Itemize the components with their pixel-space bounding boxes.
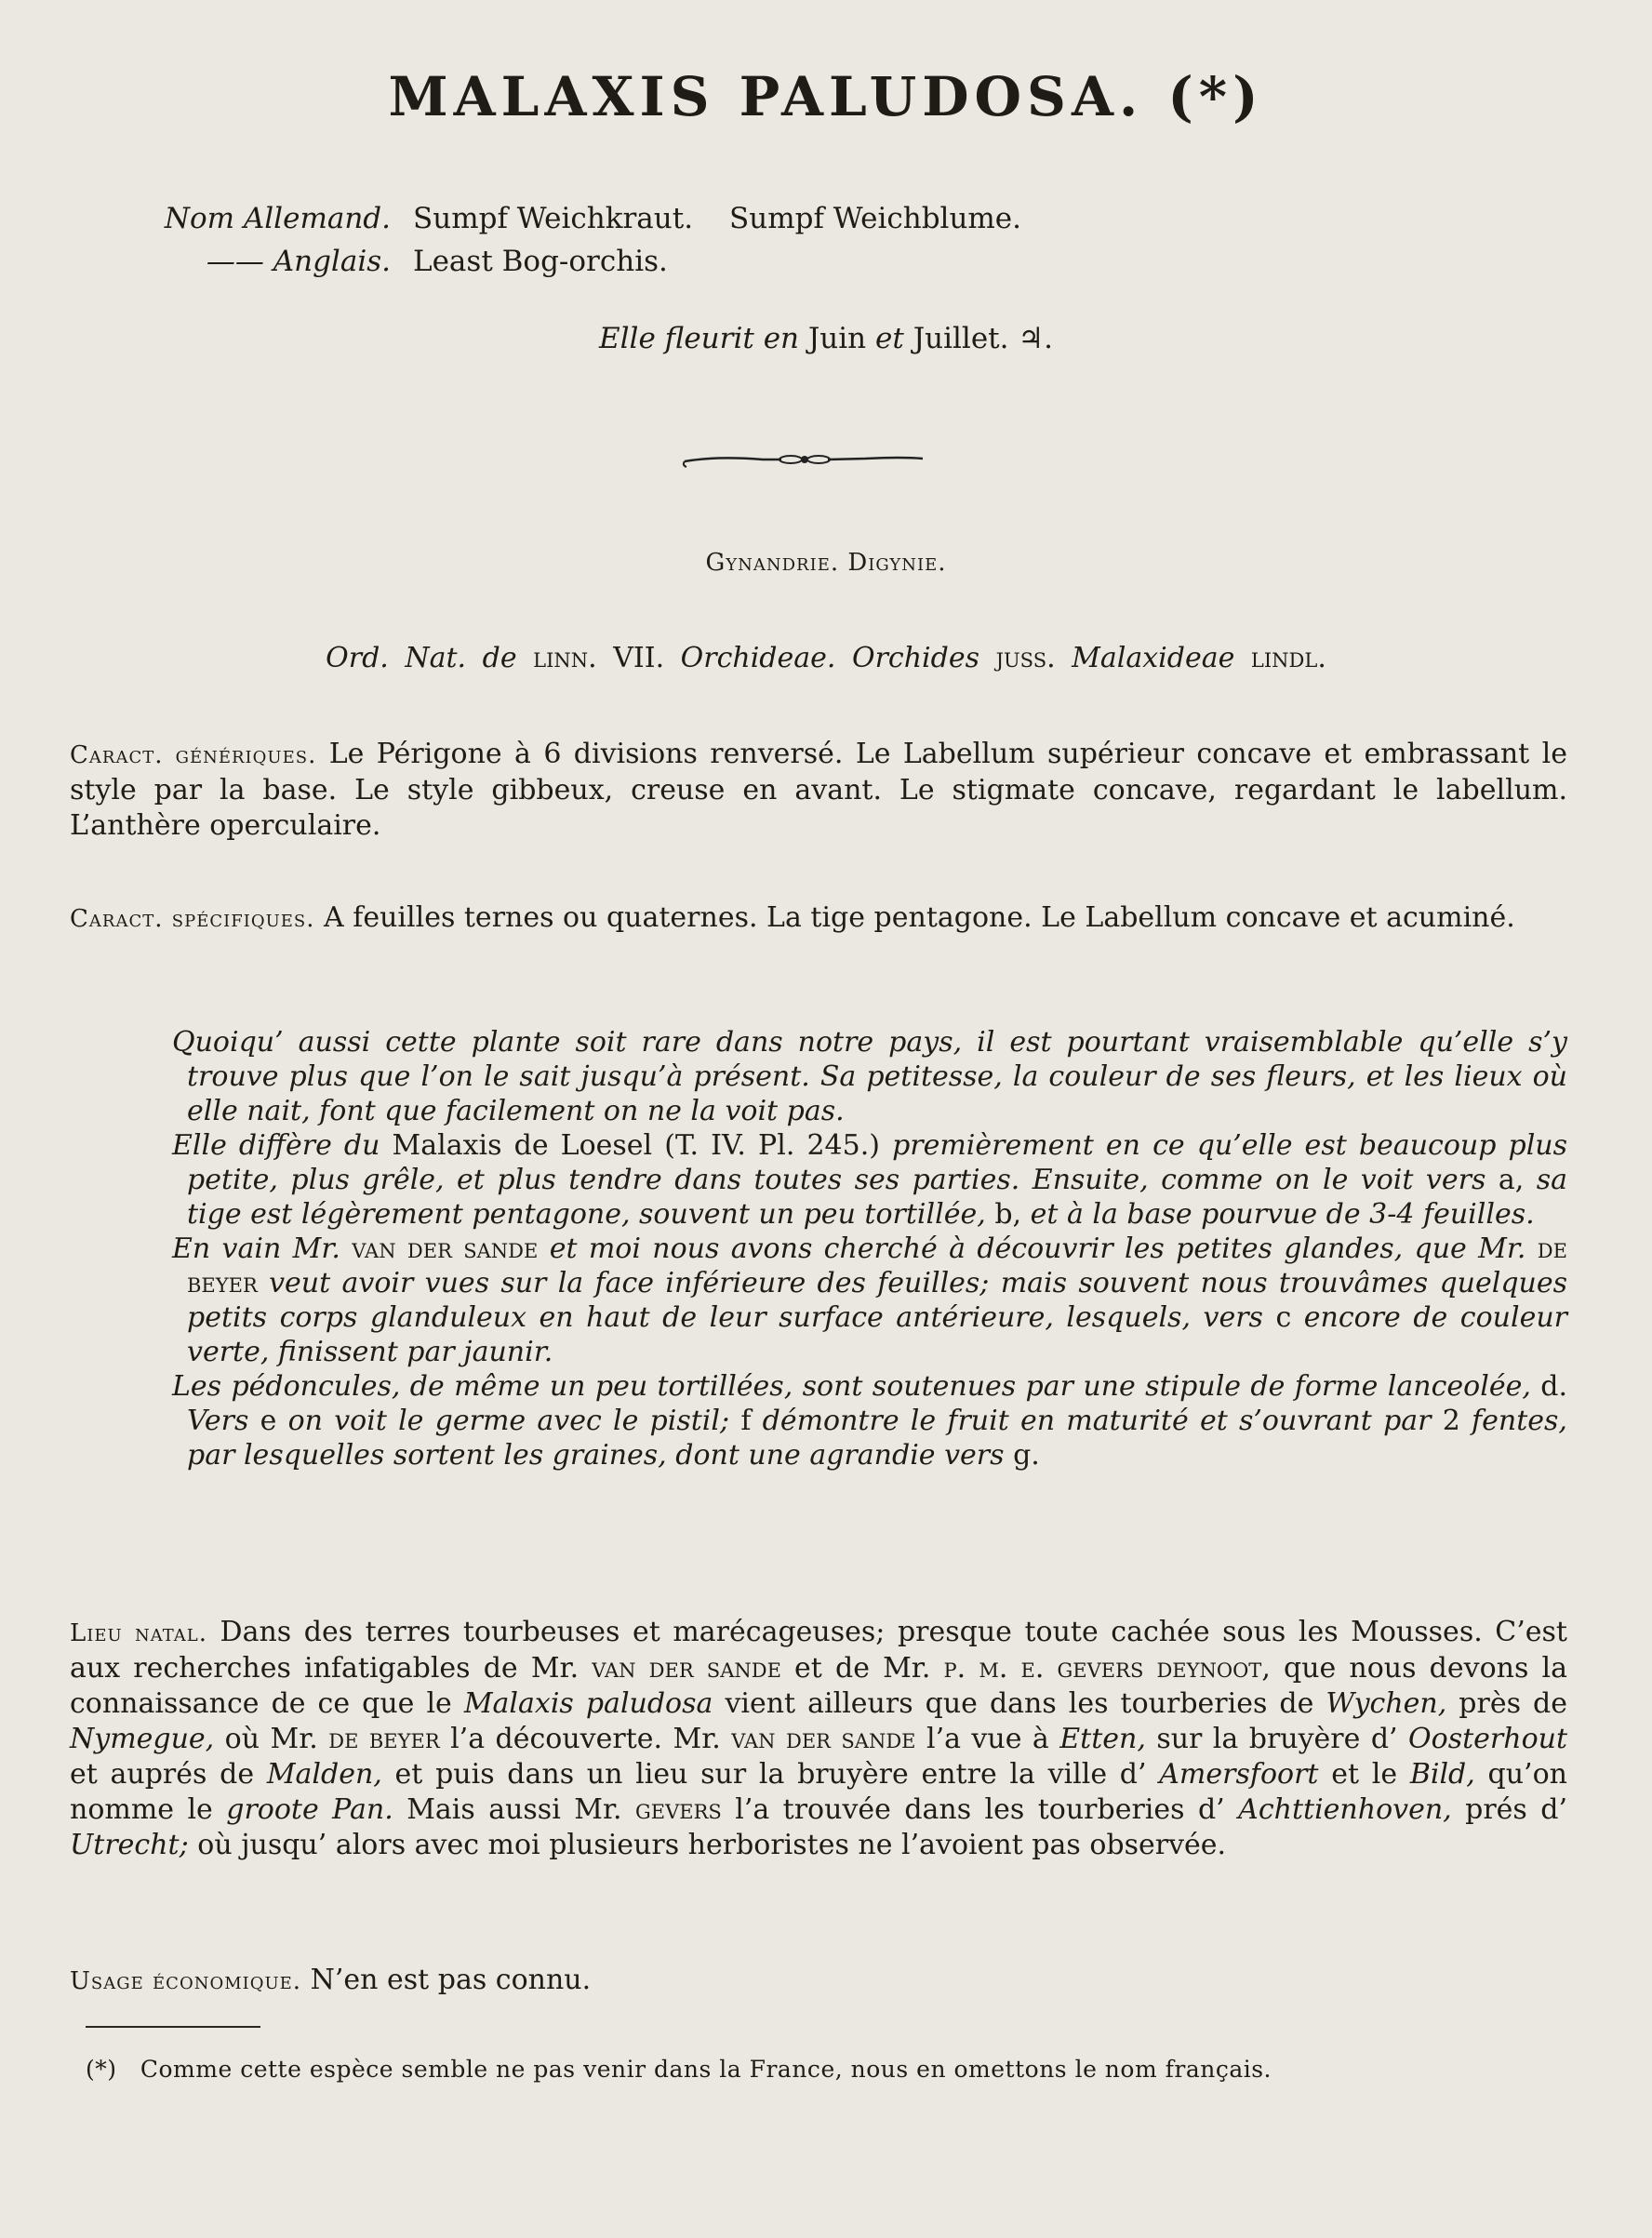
habitat-text: prés d’ [1465,1793,1567,1826]
figure-letter: f [740,1405,752,1437]
person-name: van der sande [731,1723,916,1755]
order-text: VII. [613,642,665,674]
person-name: gevers [634,1793,722,1826]
footnote [86,2056,1272,2083]
habitat-text: et auprés de [70,1758,255,1791]
description-paragraph [172,1128,1567,1232]
desc-text: on voit le germe avec le pistil; [287,1405,730,1437]
figure-letter: d. [1540,1370,1567,1403]
figure-letter: a, [1498,1164,1525,1196]
desc-text: fentes, par lesquelles sortent les graines, dont une agrandie vers [187,1405,1567,1472]
place-name: groote Pan. [226,1793,393,1826]
section-heading: Usage économique. [70,1967,302,1995]
habitat-text: Dans des terres tourbeuses et marécageuses; presque toute cachée sous les Mousses. C’est aux recherches infatigables de Mr. [70,1616,1567,1685]
section-heading: Caract. génériques. [70,741,317,769]
name-value: Least Bog-orchis. [413,245,668,278]
desc-text: démontre le fruit en maturité et s’ouvrant par [762,1405,1432,1437]
habitat-text: où Mr. [224,1723,318,1755]
place-name: Achttienhoven, [1238,1793,1452,1826]
author-name: juss. [995,642,1056,674]
figure-letter: e [260,1405,277,1437]
order-text: Ord. Nat. de [326,642,517,674]
perennial-symbol: ♃. [1018,322,1053,355]
person-name: p. m. e. gevers deynoot, [943,1652,1271,1685]
habitat-text: l’a trouvée dans les tourberies d’ [735,1793,1225,1826]
place-name: Wychen, [1326,1687,1447,1720]
description-paragraph: Quoiqu’ aussi cette plante soit rare dans notre pays, il est pourtant vraisemblable qu’elle s’y trouve plus que l’on le sait jusqu’à présent. Sa petitesse, la couleur de ses fleurs, et les lieux où elle nait, font que facilement on ne la voit pas. [172,1026,1567,1127]
description-paragraph [172,1369,1567,1472]
generic-characters [70,737,1567,844]
section-text: Le Périgone à 6 divisions renversé. Le Labellum supérieur concave et embrassant le style par la base. Le style gibbeux, creuse en avant. Le stigmate concave, regardant le labellum. L’anthère operculaire. [70,738,1567,842]
habitat-text: l’a découverte. Mr. [450,1723,721,1755]
order-text: Orchideae. [680,642,836,674]
habitat-text: qu’on nomme le [70,1758,1567,1826]
order-text: Orchides [852,642,980,674]
flowering-month: Juin [807,322,867,355]
habitat-text: où jusqu’ alors avec moi plusieurs herboristes ne l’avoient pas observée. [197,1829,1227,1861]
footnote-rule [86,2026,260,2028]
footnote-text: Comme cette espèce semble ne pas venir dans la France, nous en omettons le nom français. [140,2056,1272,2083]
figure-letter: g. [1013,1439,1040,1472]
specific-characters [70,900,1567,937]
name-row-english [112,240,1021,283]
habitat-section [70,1615,1567,1863]
desc-text: et moi nous avons cherché à découvrir les petites glandes, que Mr. [549,1232,1526,1265]
name-label: —— Anglais. [206,245,391,278]
flowering-text: et [875,322,904,355]
habitat-text: sur la bruyère d’ [1156,1723,1398,1755]
desc-text: premièrement en ce qu’elle est beaucoup plus petite, plus grêle, et plus tendre dans toutes ses parties. Ensuite, comme on le voit vers [187,1129,1568,1196]
place-name: Amersfoort [1159,1758,1319,1791]
habitat-text: près de [1459,1687,1567,1720]
person-name: de beyer [328,1723,440,1755]
author-name: linn. [533,642,597,674]
figure-letter: c [1275,1301,1292,1334]
description-paragraph [172,1232,1567,1369]
description [172,1025,1567,1472]
figure-number: 2 [1442,1405,1460,1437]
desc-text: Vers [187,1405,249,1437]
place-name: Utrecht; [70,1829,189,1861]
habitat-text: l’a vue à [926,1723,1049,1755]
desc-text: sa tige est légèrement pentagone, souvent un peu tortillée, [187,1164,1567,1231]
section-text: A feuilles ternes ou quaternes. La tige pentagone. Le Labellum concave et acuminé. [324,901,1515,934]
habitat-text: et le [1331,1758,1398,1791]
order-text: Malaxideae [1072,642,1235,674]
page-title: MALAXIS PALUDOSA. (*) [388,65,1264,128]
flowering-line [0,322,1652,355]
flowering-text: en [763,322,800,355]
person-name: de beyer [187,1232,1567,1299]
name-label: Nom Allemand. [164,202,391,235]
desc-text: veut avoir vues sur la face inférieure des feuilles; mais souvent nous trouvâmes quelques petits corps glanduleux en haut de leur surface antérieure, lesquels, vers [187,1267,1567,1334]
desc-reference: Malaxis de Loesel (T. IV. Pl. 245.) [392,1129,880,1162]
habitat-text: Mais aussi Mr. [406,1793,622,1826]
species-name: Malaxis paludosa [463,1687,713,1720]
usage-section [70,1963,1567,1999]
section-heading: Lieu natal. [70,1619,207,1647]
section-text: N’en est pas connu. [310,1964,592,1996]
flowering-month: Juillet. [913,322,1009,355]
place-name: Etten, [1059,1723,1146,1755]
name-value: Sumpf Weichblume. [729,202,1022,235]
desc-text: Elle diffère du [172,1129,380,1162]
place-name: Malden, [266,1758,382,1791]
author-name: lindl. [1250,642,1326,674]
common-names [112,197,1021,283]
person-name: van der sande [352,1232,539,1265]
footnote-mark: (*) [86,2056,117,2083]
name-value: Sumpf Weichkraut. [413,202,694,235]
desc-text: Les pédoncules, de même un peu tortillées, sont soutenues par une stipule de forme lanceolée, [172,1370,1531,1403]
place-name: Nymegue, [70,1723,215,1755]
flowering-text: Elle fleurit [599,322,754,355]
habitat-text: que nous devons la connaissance de ce que le [70,1652,1567,1720]
habitat-text: et de Mr. [794,1652,931,1685]
habitat-text: et puis dans un lieu sur la bruyère entre la ville d’ [394,1758,1147,1791]
desc-text: encore de couleur verte, finissent par jaunir. [187,1301,1567,1368]
ornament-divider-icon [679,445,930,476]
section-heading: Caract. spécifiques. [70,905,315,933]
person-name: van der sande [592,1652,781,1685]
classification: Gynandrie. Digynie. [705,549,947,577]
natural-order-line [0,642,1652,674]
name-row-german [112,197,1021,240]
habitat-text: vient ailleurs que dans les tourberies de [725,1687,1314,1720]
place-name: Bild, [1409,1758,1475,1791]
desc-text: et à la base pourvue de 3-4 feuilles. [1030,1198,1535,1231]
desc-text: En vain Mr. [172,1232,340,1265]
place-name: Oosterhout [1408,1723,1568,1755]
figure-letter: b, [994,1198,1022,1231]
